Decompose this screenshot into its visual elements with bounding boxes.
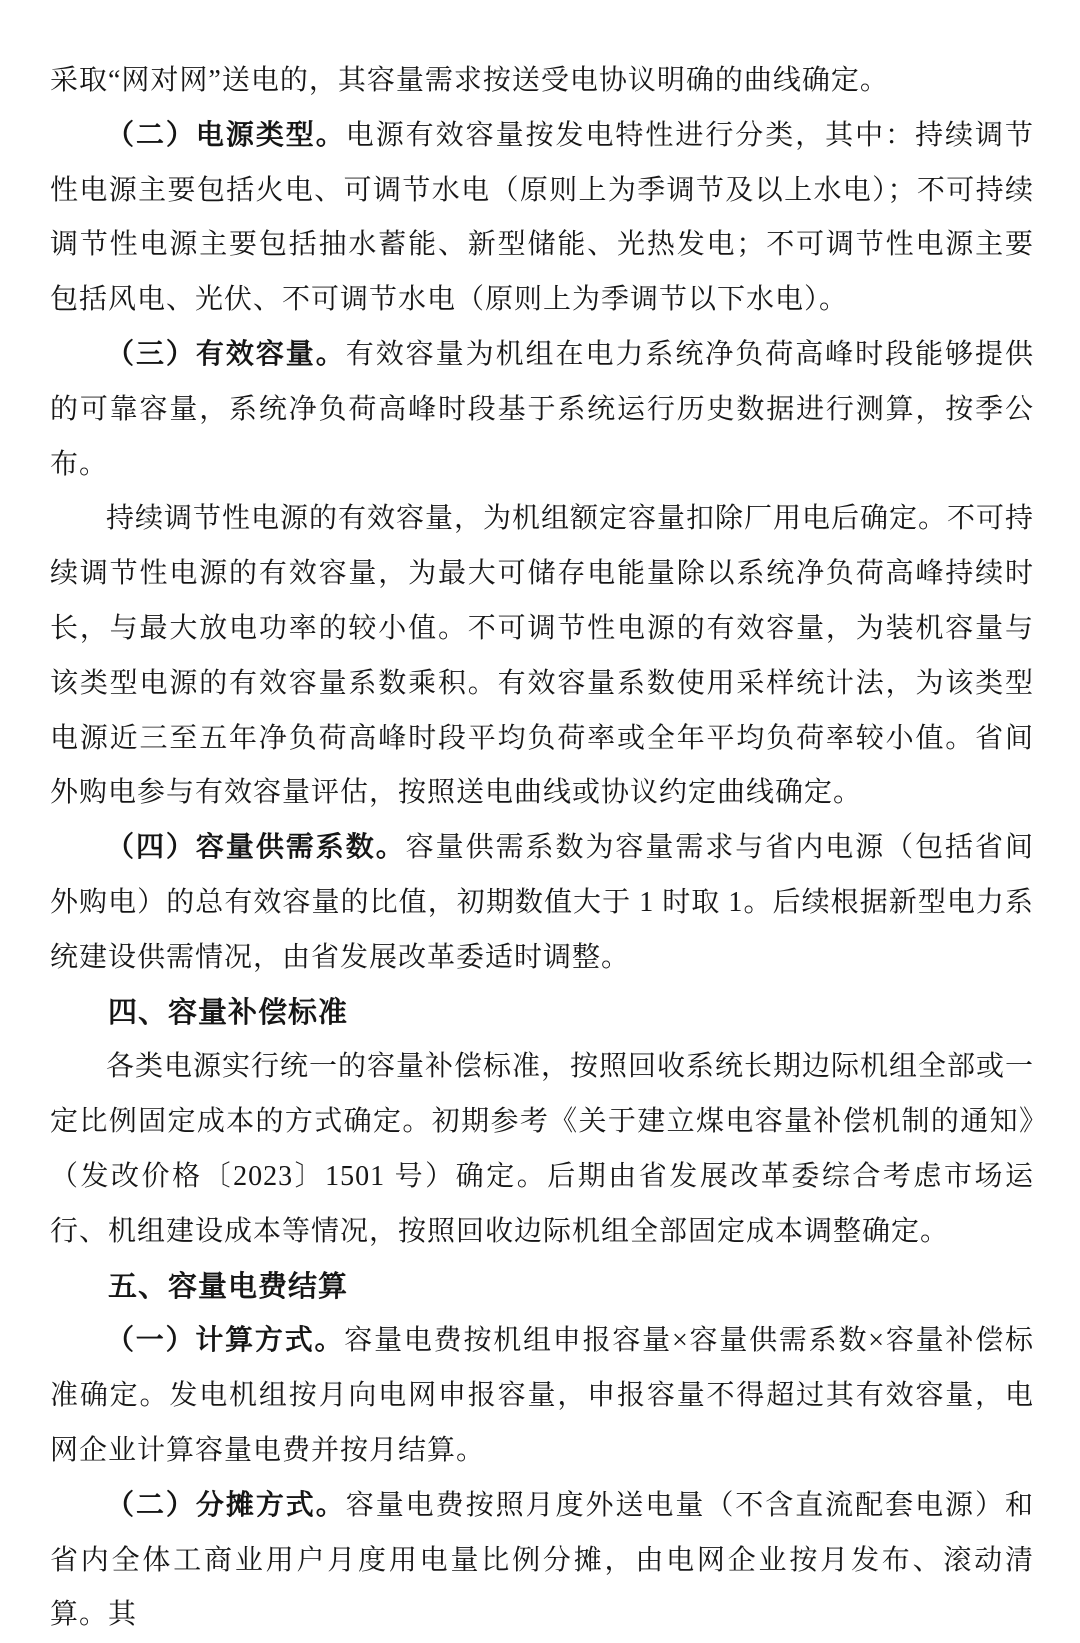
paragraph-lead: （四）容量供需系数。 [106, 832, 406, 864]
paragraph-text: 各类电源实行统一的容量补偿标准，按照回收系统长期边际机组全部或一定比例固定成本的方式确定。初期参考《关于建立煤电容量补偿机制的通知》（发改价格〔2023〕1501 号）确定。后期由省发展改革委综合考虑市场运行、机组建设成本等情况，按照回收边际机组全部固定成本调整确定。 [50, 1051, 1035, 1247]
paragraph-lead: （三）有效容量。 [106, 338, 346, 370]
paragraph-text: 容量电费按机组申报容量×容量供需系数×容量补偿标准确定。发电机组按月向电网申报容量，申报容量不得超过其有效容量，电网企业计算容量电费并按月结算。 [50, 1325, 1034, 1466]
section-heading-compensation-standard: 四、容量补偿标准 [108, 996, 349, 1029]
paragraph-supply-demand-coefficient [50, 821, 1034, 985]
paragraph-text: 容量电费按照月度外送电量（不含直流配套电源）和省内全体工商业用户月度用电量比例分摊，由电网企业按月发布、滚动清算。其 [50, 1489, 1034, 1631]
paragraph-text: 电源有效容量按发电特性进行分类，其中：持续调节性电源主要包括火电、可调节水电（原则上为季调节及以上水电）；不可持续调节性电源主要包括抽水蓄能、新型储能、光热发电；不可调节性电源主要包括风电、光伏、不可调节水电（原则上为季调节以下水电）。 [50, 119, 1034, 316]
paragraph-continuation [50, 54, 1034, 109]
paragraph-effective-capacity [50, 328, 1034, 492]
paragraph-text: 容量供需系数为容量需求与省内电源（包括省间外购电）的总有效容量的比值，初期数值大于 1 时取 1。后续根据新型电力系统建设供需情况，由省发展改革委适时调整。 [50, 832, 1034, 973]
paragraph-text: 持续调节性电源的有效容量，为机组额定容量扣除厂用电后确定。不可持续调节性电源的有效容量，为最大可储存电能量除以系统净负荷高峰持续时长，与最大放电功率的较小值。不可调节性电源的有效容量，为装机容量与该类型电源的有效容量系数乘积。有效容量系数使用采样统计法，为该类型电源近三至五年净负荷高峰时段平均负荷率或全年平均负荷率较小值。省间外购电参与有效容量评估，按照送电曲线或协议约定曲线确定。 [50, 503, 1035, 809]
paragraph-lead: （一）计算方式。 [106, 1325, 345, 1357]
paragraph-lead: （二）电源类型。 [106, 119, 346, 151]
paragraph-allocation-method [50, 1479, 1034, 1643]
paragraph-source-types [50, 109, 1034, 328]
paragraph-text: 有效容量为机组在电力系统净负荷高峰时段能够提供的可靠容量，系统净负荷高峰时段基于系统运行历史数据进行测算，按季公布。 [50, 338, 1034, 480]
paragraph-lead: （二）分摊方式。 [106, 1489, 346, 1521]
paragraph-compensation-standard [50, 1040, 1034, 1259]
paragraph-capacity-calculation [50, 492, 1034, 821]
section-heading-fee-settlement: 五、容量电费结算 [108, 1270, 349, 1303]
paragraph-text: 采取“网对网”送电的，其容量需求按送受电协议明确的曲线确定。 [50, 65, 889, 96]
paragraph-calculation-method [50, 1314, 1034, 1478]
